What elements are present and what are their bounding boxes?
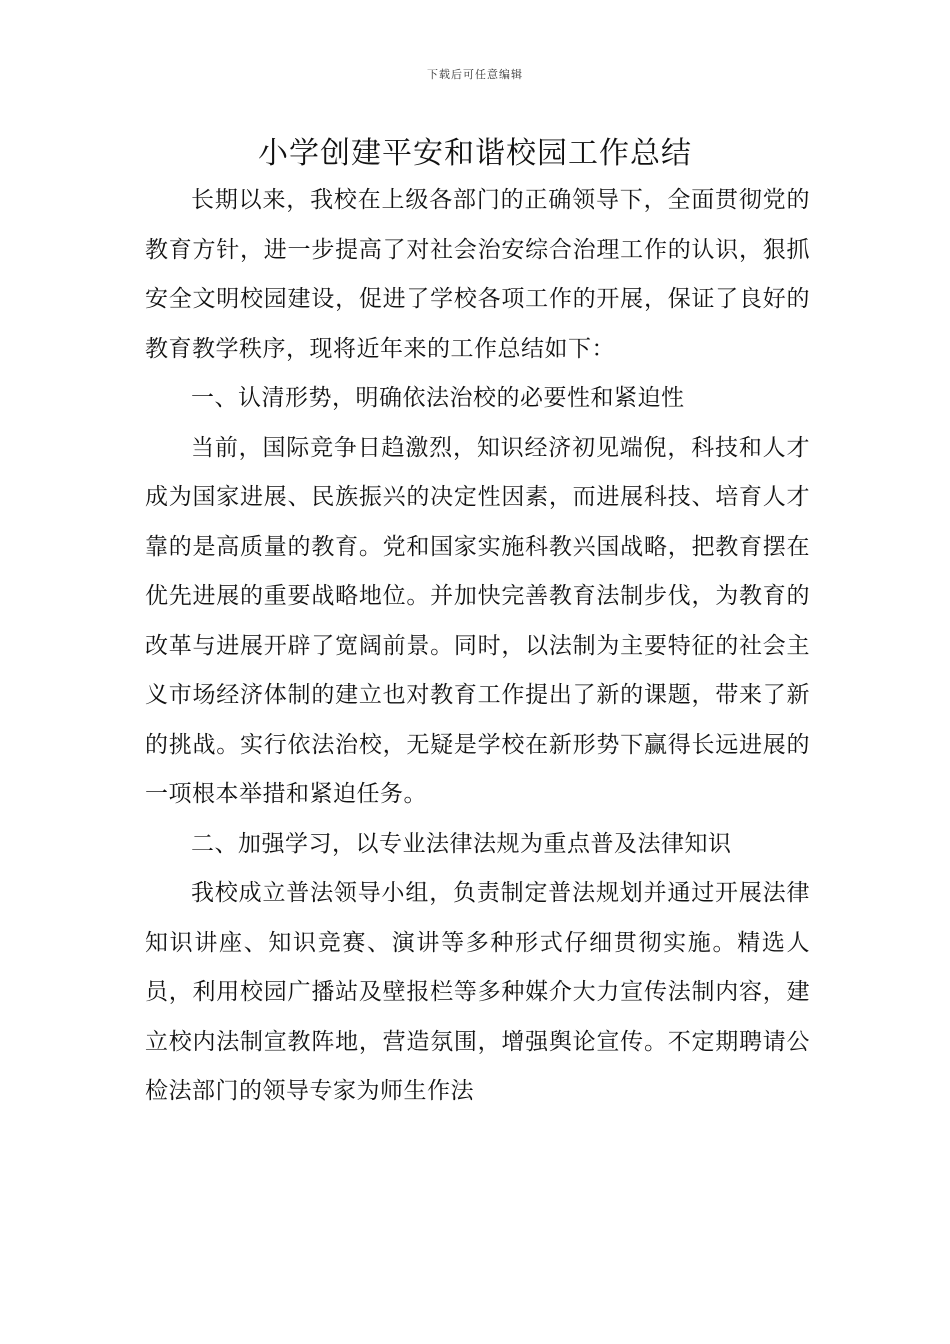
- intro-paragraph: 长期以来，我校在上级各部门的正确领导下，全面贯彻党的教育方针，进一步提高了对社会治安综合治理工作的认识，狠抓安全文明校园建设，促进了学校各项工作的开展，保证了良好的教育教学秩序，现将近年来的工作总结如下：: [145, 187, 810, 362]
- section-heading-1: 一、认清形势，明确依法治校的必要性和紧迫性: [191, 385, 685, 411]
- section-2-paragraph: 我校成立普法领导小组，负责制定普法规划并通过开展法律知识讲座、知识竞赛、演讲等多种形式仔细贯彻实施。精选人员，利用校园广播站及壁报栏等多种媒介大力宣传法制内容，建立校内法制宣教阵地，营造氛围，增强舆论宣传。不定期聘请公检法部门的领导专家为师生作法: [145, 880, 810, 1104]
- section-1-paragraph: 当前，国际竞争日趋激烈，知识经济初见端倪，科技和人才成为国家进展、民族振兴的决定性因素，而进展科技、培育人才靠的是高质量的教育。党和国家实施科教兴国战略，把教育摆在优先进展的重要战略地位。并加快完善教育法制步伐，为教育的改革与进展开辟了宽阔前景。同时，以法制为主要特征的社会主义市场经济体制的建立也对教育工作提出了新的课题，带来了新的挑战。实行依法治校，无疑是学校在新形势下赢得长远进展的一项根本举措和紧迫任务。: [145, 434, 810, 807]
- document-body: [145, 176, 810, 1117]
- section-heading-2: 二、加强学习，以专业法律法规为重点普及法律知识: [191, 830, 732, 857]
- document-title: 小学创建平安和谐校园工作总结: [258, 136, 692, 171]
- header-note: 下载后可任意编辑: [427, 68, 523, 81]
